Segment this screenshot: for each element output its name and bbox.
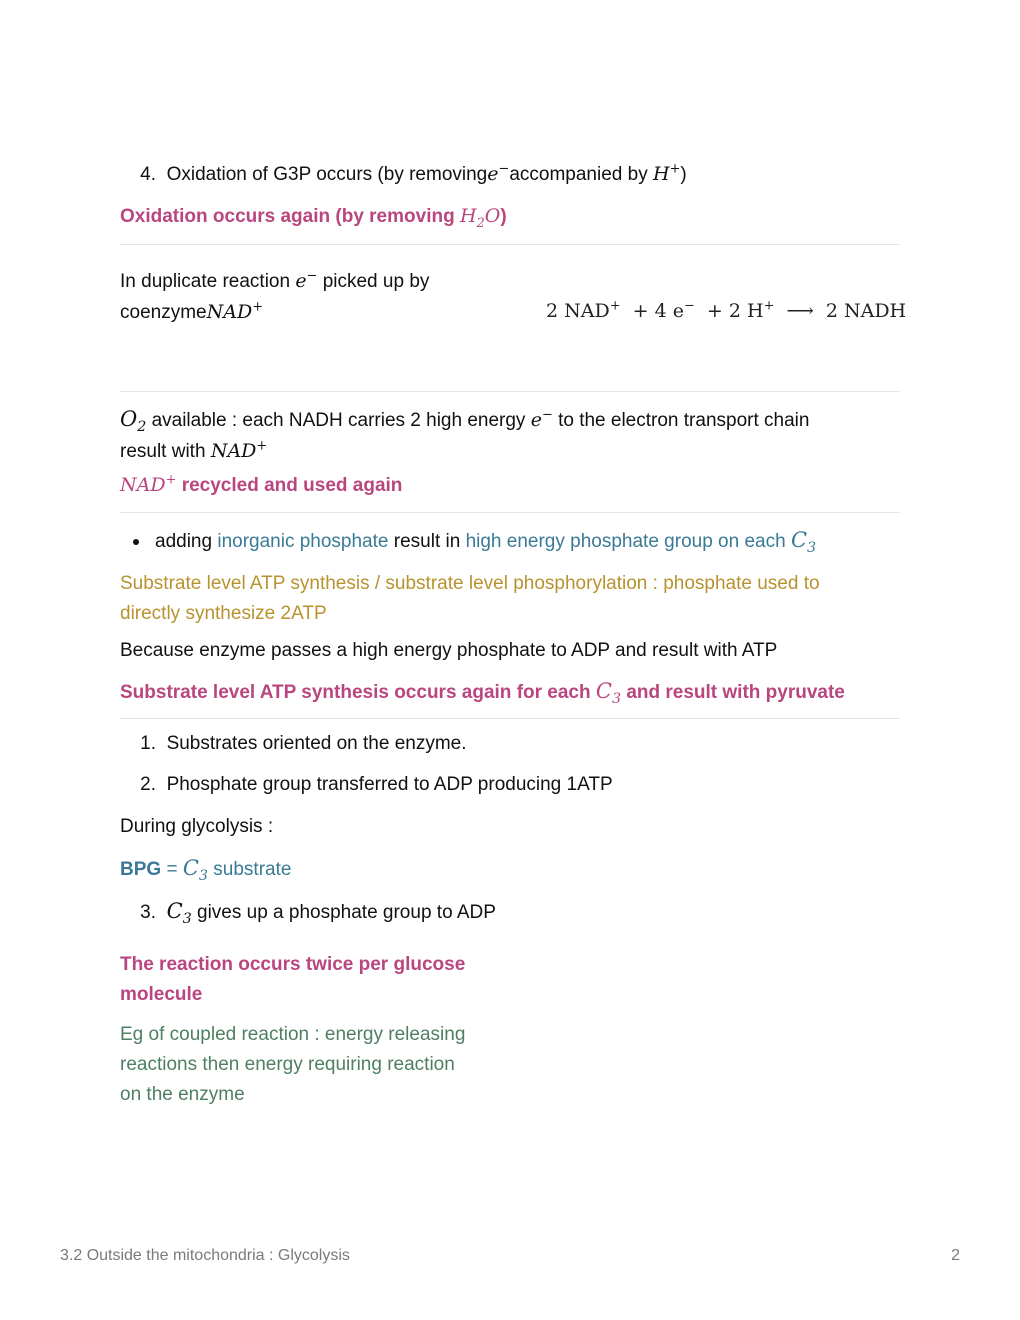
twice-per-glucose-heading: The reaction occurs twice per glucose molecule [120, 954, 466, 1005]
electron-symbol: e− [487, 161, 510, 185]
oxidation-again-heading: Oxidation occurs again (by removing $H_2O$) [120, 205, 507, 231]
because-text: Because enzyme passes a high energy phosphate to ADP and result with ATP [120, 640, 778, 661]
hydrogen-ion-symbol: H+ [652, 161, 681, 185]
nad-symbol: NAD+ [206, 299, 264, 323]
divider [120, 718, 900, 719]
divider [120, 391, 900, 392]
list-item: 2. Phosphate group transferred to ADP producing 1ATP [140, 774, 613, 795]
bullet-icon [133, 539, 139, 545]
divider [120, 244, 900, 245]
substrate-again-heading: Substrate level ATP synthesis occurs again for each $C_3$ and result with pyruvate [120, 679, 845, 708]
page-number: 2 [951, 1247, 960, 1264]
divider [120, 512, 900, 513]
water-symbol: $H_2O$ [459, 205, 501, 231]
nad-recycled-heading: NAD+ recycled and used again [120, 472, 403, 496]
nadh-equation: 2 NAD+ + 4 e− + 2 H+ ⟶ 2 NADH [546, 298, 907, 322]
list-text: Oxidation of G3P occurs (by removinge−accompanied by H+) [166, 161, 687, 185]
list-item: 1. Substrates oriented on the enzyme. [140, 733, 467, 754]
arrow-icon: ⟶ [786, 300, 814, 322]
coupled-reaction-note: Eg of coupled reaction : energy releasing reactions then energy requiring reaction on the enzyme [120, 1024, 466, 1105]
o2-available-text: $O_2$ available : each NADH carries 2 high energy e− to the electron transport chain result with NAD+ [120, 407, 810, 462]
list-item-3: 3. $C_3$ gives up a phosphate group to ADP [140, 899, 496, 928]
footer-title: 3.2 Outside the mitochondria : Glycolysis [60, 1247, 350, 1264]
during-glycolysis-text: During glycolysis : [120, 816, 274, 837]
duplicate-reaction-text: In duplicate reaction e− picked up by coenzymeNAD+ [120, 268, 430, 323]
bpg-definition: BPG = $C_3$ substrate [120, 856, 292, 885]
bullet-item: adding inorganic phosphate result in high energy phosphate group on each $C_3$ [120, 528, 816, 553]
list-item-4 [120, 163, 687, 186]
substrate-level-text: Substrate level ATP synthesis / substrate level phosphorylation : phosphate used to directly synthesize 2ATP [120, 573, 820, 624]
list-number: 4. [140, 164, 156, 185]
